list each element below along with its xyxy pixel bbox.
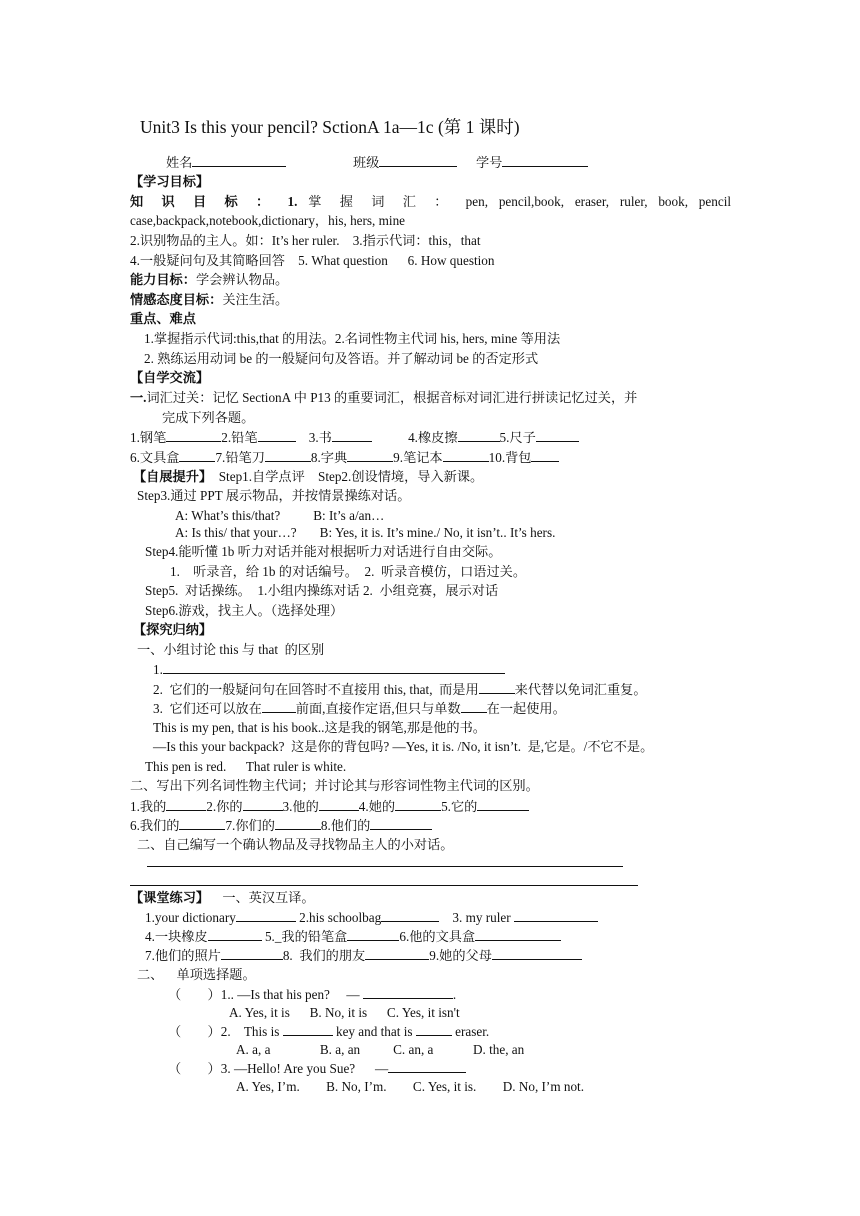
answer-blank[interactable] [381,908,439,922]
answer-blank[interactable] [477,797,529,811]
step-3: Step3.通过 PPT 展示物品，并按情景操练对话。 [137,488,411,503]
answer-paren[interactable]: （ ） [168,1024,221,1039]
explore-text: 在一起使用。 [486,701,566,716]
vocab-blank[interactable] [531,448,559,462]
extension-heading: 【自展提升】 [133,469,213,484]
vocab-blank[interactable] [166,428,221,442]
knowledge-text: 掌 握 词 汇 ： pen, pencil,book, eraser, ruler, book, pencil [308,194,732,209]
translate-row-1 [145,908,598,927]
self-study-intro-text: 词汇过关：记忆 SectionA 中 P13 的重要词汇，根据音标对词汇进行拼读记忆过关，并 [146,390,638,405]
answer-blank[interactable] [163,660,505,674]
vocab-item: 3.书 [308,430,332,445]
vocab-blank[interactable] [443,448,489,462]
pronoun-item: 4.她的 [358,799,396,814]
answer-blank[interactable] [416,1022,452,1036]
vocab-item: 9.笔记本 [393,450,443,465]
translate-item: 6.他的文具盒 [399,929,476,944]
vocab-item: 1.钢笔 [130,430,167,445]
answer-paren[interactable]: （ ） [168,1061,221,1076]
pronoun-item: 2.你的 [206,799,243,814]
translate-item: 3. my ruler [452,910,514,925]
self-study-heading: 【自学交流】 [130,370,210,385]
answer-blank[interactable] [475,927,561,941]
vocab-blank[interactable] [536,428,579,442]
knowledge-num: 1. [287,194,298,209]
vocab-item: 2.铅笔 [221,430,258,445]
answer-blank[interactable] [388,1059,466,1073]
explore-text: 2. 它们的一般疑问句在回答时不直接用 this, that, 而是用 [153,682,479,697]
answer-blank[interactable] [514,908,598,922]
pronoun-item: 8.他们的 [320,818,371,833]
explore-part-1: 一、小组讨论 this 与 that 的区别 [137,642,325,657]
answer-blank[interactable] [221,946,283,960]
number-blank[interactable] [502,153,588,167]
vocab-item: 4.橡皮擦 [408,430,458,445]
step-6: Step6.游戏，找主人。（选择处理） [145,603,344,618]
explore-item-num: 1. [153,662,163,677]
translate-item: 9.她的父母 [429,948,492,963]
goal-item-4: 4.一般疑问句及其简略回答 5. What question 6. How question [130,253,495,268]
example-2: —Is this your backpack? 这是你的背包吗? —Yes, it is. /No, it isn’t. 是,它是。/不它不是。 [153,739,654,754]
ability-text: 学会辨认物品。 [195,272,289,287]
explore-item-1 [153,660,505,679]
answer-blank[interactable] [236,908,296,922]
answer-blank[interactable] [363,985,453,999]
answer-blank[interactable] [461,699,487,713]
self-study-intro-cont: 完成下列各题。 [162,410,255,425]
name-blank[interactable] [192,153,286,167]
answer-blank[interactable] [275,816,321,830]
answer-blank[interactable] [179,816,225,830]
pronoun-item: 1.我的 [130,799,167,814]
knowledge-label: 知 识 目 标 ： [130,194,277,209]
vocab-blank[interactable] [265,448,311,462]
answer-blank[interactable] [243,797,283,811]
translate-item: 5._我的铅笔盒 [264,929,348,944]
explore-item-2 [153,680,647,699]
answer-blank[interactable] [283,1022,333,1036]
step-4-detail: 1. 听录音，给 1b 的对话编号。 2. 听录音模仿，口语过关。 [170,564,527,579]
explore-text: 来代替以免词汇重复。 [514,682,647,697]
question-text: eraser. [451,1024,490,1039]
question-text: 2. This is [220,1024,283,1039]
translate-row-3 [145,946,582,965]
practice-part-2: 二、 单项选择题。 [137,967,256,982]
key-points-label: 重点、难点 [130,311,196,326]
question-text: 3. —Hello! Are you Sue? — [220,1061,389,1076]
example-3: This pen is red. That ruler is white. [145,759,347,774]
answer-blank[interactable] [319,797,359,811]
answer-paren[interactable]: （ ） [168,987,221,1002]
translate-item: 8. 我们的朋友 [282,948,366,963]
goal-item-2: 2.识别物品的主人。如：It’s her ruler. 3.指示代词：this，that [130,233,481,248]
explore-part-3: 二、自己编写一个确认物品及寻找物品主人的小对话。 [137,837,454,852]
emotion-text: 关注生活。 [222,292,289,307]
question-text: 1.. —Is that his pen? — [220,987,363,1002]
self-study-intro [130,389,637,407]
dialog-line-1: A: What’s this/that? B: It’s a/an… [175,508,385,523]
student-info-row [166,153,286,172]
ability-label: 能力目标： [130,272,196,287]
number-label: 学号 [476,155,503,170]
practice-line [130,889,315,907]
answer-blank[interactable] [395,797,441,811]
vocab-item: 6.文具盒 [130,450,180,465]
explore-part-2: 二、写出下列名词性物主代词；并讨论其与形容词性物主代词的区别。 [130,778,539,793]
answer-blank[interactable] [479,680,515,694]
knowledge-cont: case,backpack,notebook,dictionary，his, hers, mine [130,213,406,228]
translate-item: 2.his schoolbag [299,910,382,925]
practice-heading: 【课堂练习】 [130,890,210,905]
question-2-options: A. a, a B. a, an C. an, a D. the, an [236,1042,525,1057]
emotion-goal [130,291,288,309]
class-label: 班级 [353,155,380,170]
vocab-blank[interactable] [458,428,500,442]
extension-steps: Step1.自学点评 Step2.创设情境，导入新课。 [212,469,484,484]
translate-item: 7.他们的照片 [145,948,221,963]
vocab-blank[interactable] [332,428,372,442]
pronoun-item: 3.他的 [282,799,319,814]
question-1: （ ）1.. —Is that his pen? — . [168,987,457,1002]
goals-heading: 【学习目标】 [130,174,210,189]
answer-line[interactable] [147,866,623,867]
example-1: This is my pen, that is his book..这是我的钢笔,那是他的书。 [153,720,486,735]
question-3-options: A. Yes, I’m. B. No, I’m. C. Yes, it is. D. No, I’m not. [236,1079,585,1094]
step-5: Step5. 对话操练。 1.小组内操练对话 2. 小组竞赛，展示对话 [145,583,499,598]
explore-text: 3. 它们还可以放在 [153,701,262,716]
ability-goal [130,271,288,289]
practice-part-1: 一、英汉互译。 [209,890,315,905]
vocab-item: 10.背包 [488,450,532,465]
class-info [353,153,457,172]
dialog-line-2: A: Is this/ that your…? B: Yes, it is. It’s mine./ No, it isn’t.. It’s hers. [175,525,556,540]
key-point-2: 2. 熟练运用动词 be 的一般疑问句及答语。并了解动词 be 的否定形式 [144,351,539,366]
knowledge-goal [130,193,731,211]
vocab-item: 7.铅笔刀 [215,450,265,465]
explore-text: 前面,直接作定语,但只与单数 [295,701,461,716]
answer-blank[interactable] [262,699,296,713]
answer-blank[interactable] [347,927,399,941]
extension-line [133,468,483,486]
question-1-options: A. Yes, it is B. No, it is C. Yes, it isn't [229,1005,460,1020]
key-point-1: 1.掌握指示代词:this,that 的用法。2.名词性物主代词 his, hers, mine 等用法 [144,331,561,346]
answer-blank[interactable] [492,946,582,960]
self-study-intro-label: 一. [130,390,147,405]
pronoun-item: 7.你们的 [225,818,275,833]
vocab-row-1 [130,428,579,447]
vocab-blank[interactable] [179,448,215,462]
vocab-item: 5.尺子 [499,430,536,445]
vocab-row-2 [130,448,559,467]
vocab-blank[interactable] [258,428,296,442]
translate-item: 4.一块橡皮 [145,929,208,944]
question-2 [168,1022,489,1041]
answer-blank[interactable] [365,946,429,960]
pronoun-item: 5.它的 [441,799,478,814]
answer-blank[interactable] [166,797,206,811]
question-text: key and that is [332,1024,416,1039]
answer-blank[interactable] [370,816,432,830]
emotion-label: 情感态度目标： [130,292,223,307]
answer-line[interactable] [130,885,638,886]
question-3 [168,1059,466,1078]
translate-item: 1.your dictionary [145,910,236,925]
class-blank[interactable] [379,153,457,167]
name-label: 姓名 [166,155,193,170]
number-info [476,153,588,172]
explore-heading: 【探究归纳】 [133,622,213,637]
vocab-item: 8.字典 [310,450,348,465]
page-title: Unit3 Is this your pencil? SctionA 1a—1c (第 1 课时) [140,117,520,137]
explore-item-3 [153,699,566,718]
pronoun-row-1 [130,797,529,816]
vocab-blank[interactable] [347,448,393,462]
translate-row-2 [145,927,561,946]
step-4: Step4.能听懂 1b 听力对话并能对根据听力对话进行自由交际。 [145,544,502,559]
answer-blank[interactable] [208,927,262,941]
pronoun-row-2 [130,816,432,835]
pronoun-item: 6.我们的 [130,818,180,833]
